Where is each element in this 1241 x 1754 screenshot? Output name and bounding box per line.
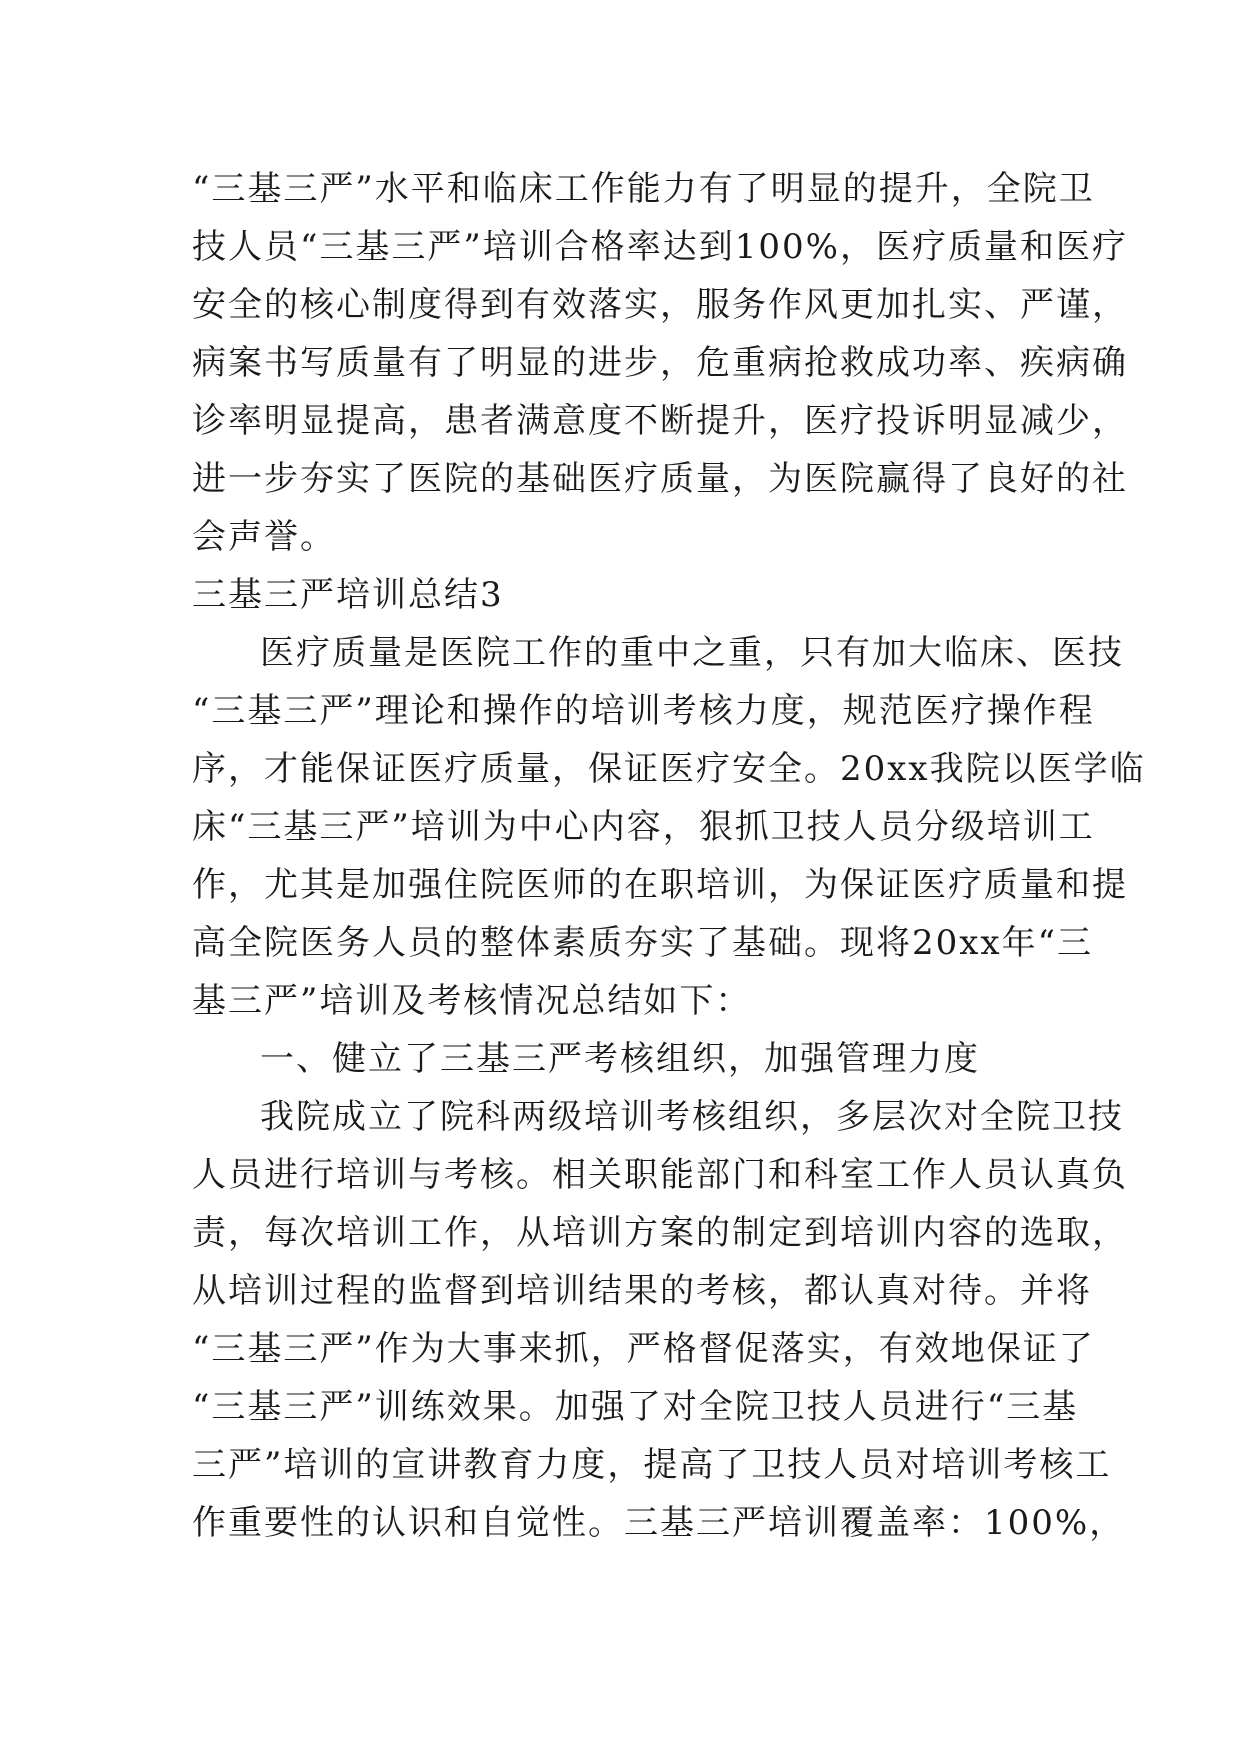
text-line: 高全院医务人员的整体素质夯实了基础。现将20xx年“三	[192, 923, 1093, 963]
text-line: 作，尤其是加强住院医师的在职培训，为保证医疗质量和提	[192, 865, 1128, 905]
text-line: 病案书写质量有了明显的进步，危重病抢救成功率、疾病确	[192, 343, 1128, 383]
section-heading: 三基三严培训总结3	[192, 575, 504, 615]
text-line: “三基三严”训练效果。加强了对全院卫技人员进行“三基	[192, 1387, 1079, 1427]
subheading: 一、健立了三基三严考核组织，加强管理力度	[260, 1039, 980, 1079]
text-line: 三严”培训的宣讲教育力度，提高了卫技人员对培训考核工	[192, 1445, 1112, 1485]
text-line: 基三严”培训及考核情况总结如下：	[192, 981, 752, 1021]
text-line: “三基三严”理论和操作的培训考核力度，规范医疗操作程	[192, 691, 1095, 731]
text-line: 作重要性的认识和自觉性。三基三严培训覆盖率：100%，	[192, 1503, 1126, 1543]
document-body	[192, 160, 1146, 1552]
text-line: 安全的核心制度得到有效落实，服务作风更加扎实、严谨，	[192, 285, 1128, 325]
text-line: “三基三严”水平和临床工作能力有了明显的提升，全院卫	[192, 169, 1095, 209]
text-line: 我院成立了院科两级培训考核组织，多层次对全院卫技	[260, 1097, 1124, 1137]
text-line: 序，才能保证医疗质量，保证医疗安全。20xx我院以医学临	[192, 749, 1146, 789]
text-line: 技人员“三基三严”培训合格率达到100%，医疗质量和医疗	[192, 227, 1128, 267]
text-line: 从培训过程的监督到培训结果的考核，都认真对待。并将	[192, 1271, 1092, 1311]
text-line: 进一步夯实了医院的基础医疗质量，为医院赢得了良好的社	[192, 459, 1128, 499]
text-line: “三基三严”作为大事来抓，严格督促落实，有效地保证了	[192, 1329, 1095, 1369]
text-line: 会声誉。	[192, 517, 336, 557]
text-line: 人员进行培训与考核。相关职能部门和科室工作人员认真负	[192, 1155, 1128, 1195]
text-line: 诊率明显提高，患者满意度不断提升，医疗投诉明显减少，	[192, 401, 1128, 441]
text-line: 责，每次培训工作，从培训方案的制定到培训内容的选取，	[192, 1213, 1128, 1253]
text-line: 医疗质量是医院工作的重中之重，只有加大临床、医技	[260, 633, 1124, 673]
text-line: 床“三基三严”培训为中心内容，狠抓卫技人员分级培训工	[192, 807, 1095, 847]
